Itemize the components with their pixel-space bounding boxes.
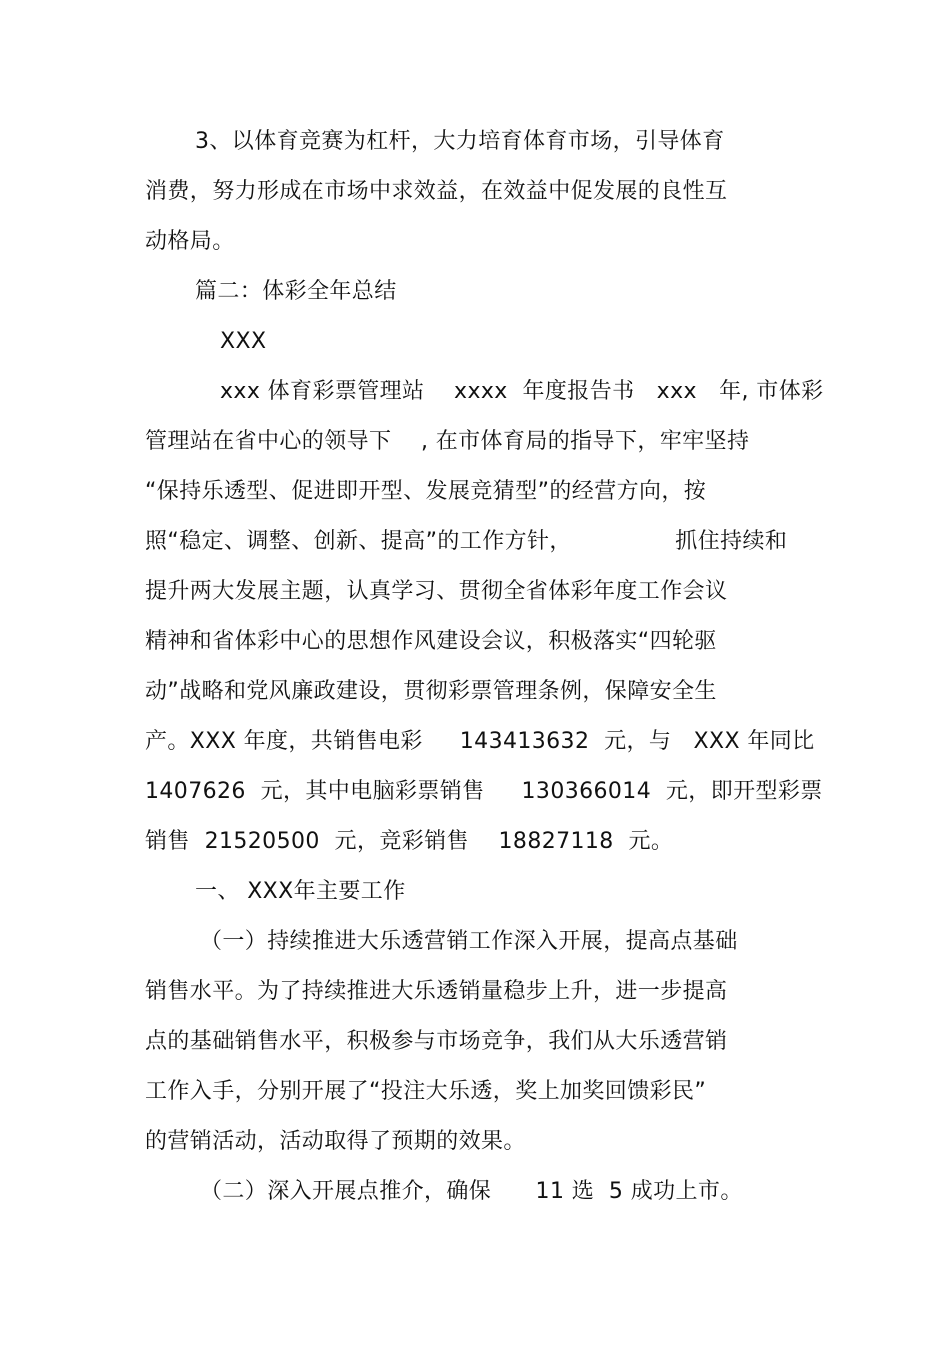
text-line-10: 提升两大发展主题，认真学习、贯彻全省体彩年度工作会议	[145, 579, 728, 604]
section-heading: 篇二：体彩全年总结	[195, 279, 397, 304]
text-line-7: 管理站在省中心的领导下 , 在市体育局的指导下，牢牢坚持	[145, 429, 750, 454]
text-line-14: 1407626 元，其中电脑彩票销售 130366014 元，即开型彩票	[145, 779, 823, 804]
text-line-21: 的营销活动，活动取得了预期的效果。	[145, 1129, 526, 1154]
text-line-20: 工作入手，分别开展了“投注大乐透，奖上加奖回馈彩民”	[145, 1079, 707, 1104]
text-line-1: 3、以体育竞赛为杠杆，大力培育体育市场，引导体育	[195, 129, 725, 154]
text-line-6: xxx 体育彩票管理站 xxxx 年度报告书 xxx 年, 市体彩	[220, 379, 824, 404]
text-line-19: 点的基础销售水平，积极参与市场竞争，我们从大乐透营销	[145, 1029, 728, 1054]
author-line: XXX	[220, 329, 267, 354]
text-line-18: 销售水平。为了持续推进大乐透销量稳步上升，进一步提高	[145, 979, 728, 1004]
subsection-heading: 一、 XXX年主要工作	[195, 879, 406, 904]
text-line-22: （二）深入开展点推介，确保 11 选 5 成功上市。	[200, 1179, 743, 1204]
text-line-15: 销售 21520500 元，竞彩销售 18827118 元。	[145, 829, 674, 854]
text-line-8: “保持乐透型、促进即开型、发展竞猜型”的经营方向，按	[145, 479, 707, 504]
text-line-11: 精神和省体彩中心的思想作风建设会议，积极落实“四轮驱	[145, 629, 717, 654]
text-line-2: 消费，努力形成在市场中求效益，在效益中促发展的良性互	[145, 179, 728, 204]
text-line-9: 照“稳定、调整、创新、提高”的工作方针， 抓住持续和	[145, 529, 788, 554]
text-line-12: 动”战略和党风廉政建设，贯彻彩票管理条例，保障安全生	[145, 679, 717, 704]
text-line-17: （一）持续推进大乐透营销工作深入开展，提高点基础	[200, 929, 738, 954]
text-line-3: 动格局。	[145, 229, 235, 254]
text-line-13: 产。XXX 年度，共销售电彩 143413632 元，与 XXX 年同比	[145, 729, 815, 754]
